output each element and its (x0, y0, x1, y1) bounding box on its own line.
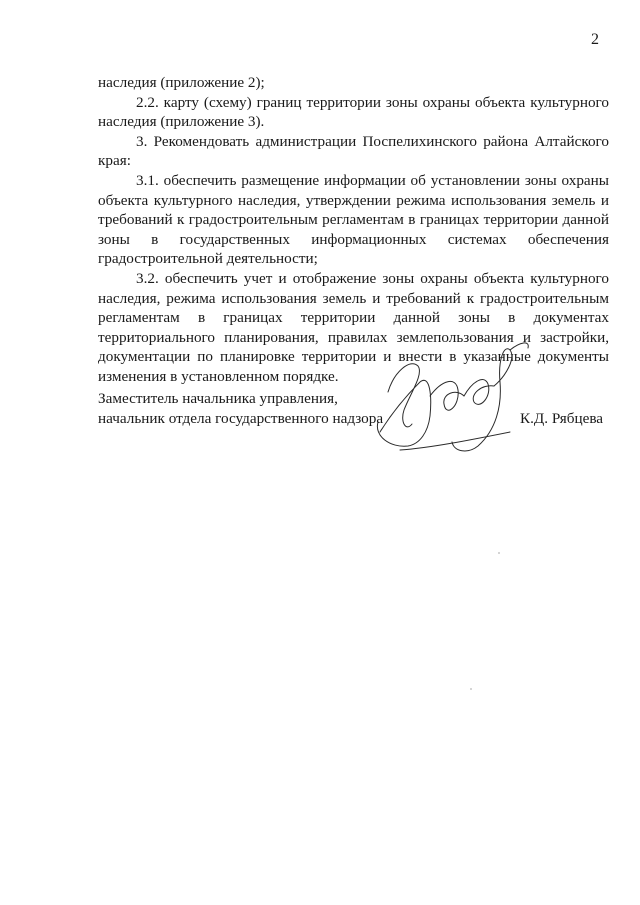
signatory-name: К.Д. Рябцева (520, 410, 604, 427)
signatory-position-line-1: Заместитель начальника управления, (98, 390, 338, 407)
paragraph-item-2-2: 2.2. карту (схему) границ территории зоны охраны объекта культурного наследия (приложение 3). (98, 93, 609, 131)
scan-speck (470, 688, 472, 690)
page-number: 2 (591, 31, 599, 48)
paragraph-continuation: наследия (приложение 2); (98, 74, 265, 91)
handwritten-signature (360, 336, 540, 456)
paragraph-item-3: 3. Рекомендовать администрации Поспелихинского района Алтайского края: (98, 132, 609, 170)
paragraph-item-3-1: 3.1. обеспечить размещение информации об установлении зоны охраны объекта культурного наследия, утверждении режима использования земель и требований к градостроительным регламентам в границах территории данной зоны в государственных информационных системах обеспечения градостроительной деятельности; (98, 171, 609, 268)
signatory-position (98, 389, 383, 428)
paragraph-item-3-2: 3.2. обеспечить учет и отображение зоны охраны объекта культурного наследия, режима использования земель и требований к градостроительным регламентам в границах территории данной зоны в документах территориального планирования, правилах землепользования и застройки, документации по планировке территории и внести в указанные документы изменения в установленном порядке. (98, 269, 609, 385)
signatory-position-line-2: начальник отдела государственного надзора (98, 409, 384, 427)
scan-speck (498, 552, 500, 554)
